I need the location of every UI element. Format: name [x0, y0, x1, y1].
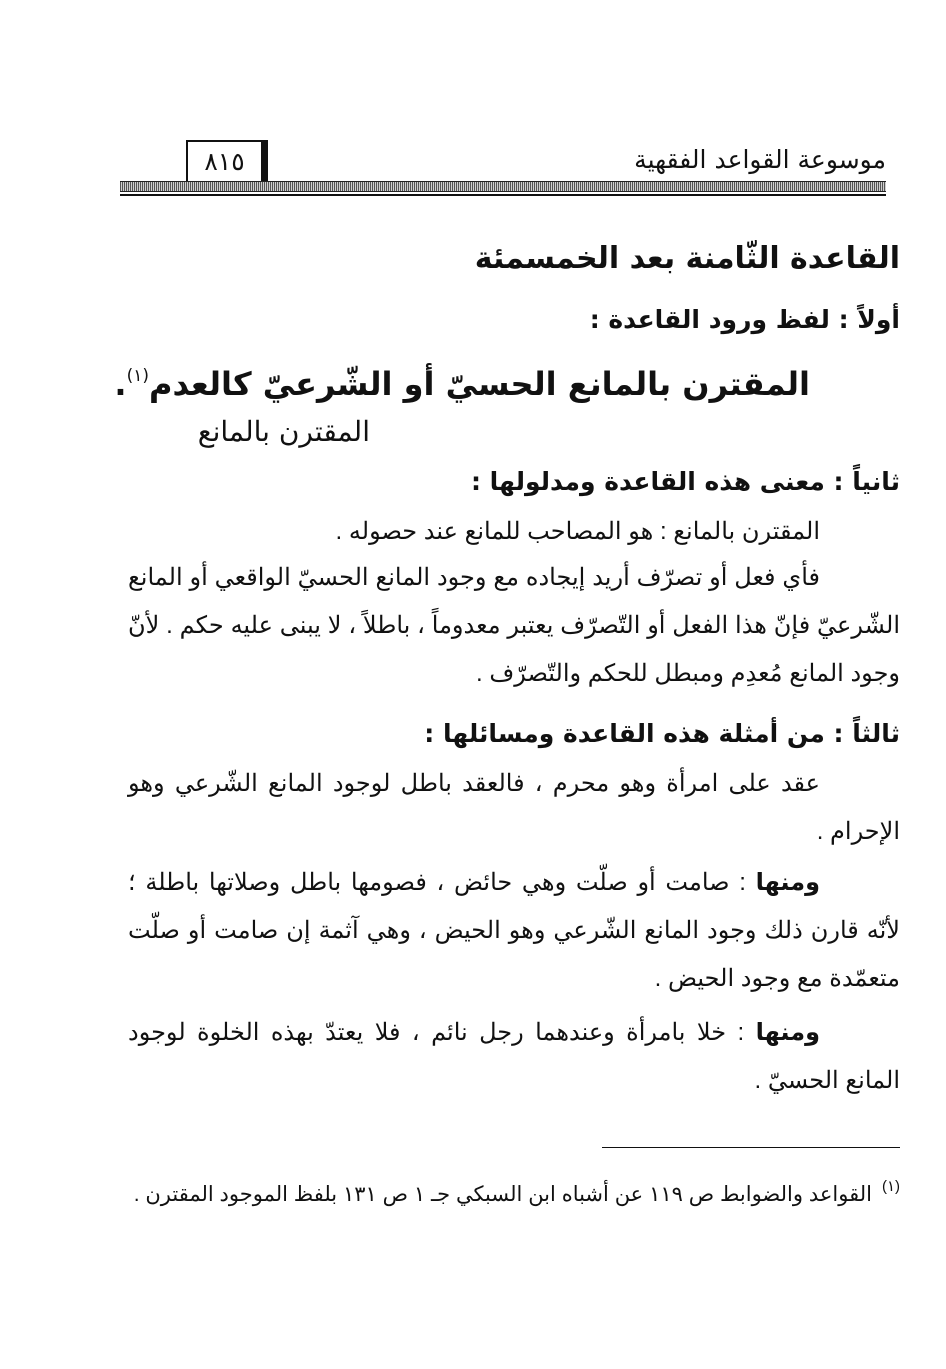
- header-rule: [120, 194, 886, 196]
- footnote: [128, 1162, 900, 1220]
- paragraph-3: [128, 760, 900, 856]
- rule-text: [114, 350, 810, 403]
- paragraph-2-text: فأي فعل أو تصرّف أريد إيجاده مع وجود المانع الحسيّ الواقعي أو المانع الشّرعيّ فإنّ هذا الفعل أو التّصرّف يعتبر معدوماً ، باطلاً ، لا يبنى عليه حكم . لأنّ وجود المانع مُعدِم ومبطل للحكم والتّصرّف .: [128, 564, 900, 687]
- running-title: موسوعة القواعد الفقهية: [634, 145, 886, 174]
- paragraph-3-text: عقد على امرأة وهو محرم ، فالعقد باطل لوجود المانع الشّرعي وهو الإحرام .: [128, 770, 900, 845]
- main-title: القاعدة الثّامنة بعد الخمسمئة: [474, 241, 900, 276]
- section2-heading: ثانياً : معنى هذه القاعدة ومدلولها :: [470, 467, 900, 496]
- rule-text-end: .: [114, 365, 127, 403]
- footnote-marker: (١): [881, 1178, 900, 1195]
- paragraph-4-text: : صامت أو صلّت وهي حائض ، فصومها باطل وصلاتها باطلة ؛ لأنّه قارن ذلك وجود المانع الشّرعي وهو الحيض ، وهي آثمة إن صامت أو صلّت متعمّدة مع وجود الحيض .: [128, 869, 900, 992]
- paragraph-1: [128, 508, 900, 556]
- paragraph-2: [128, 554, 900, 698]
- rule-text-body: المقترن بالمانع الحسيّ أو الشّرعيّ كالعدم: [148, 365, 810, 403]
- paragraph-5-lead: ومنها: [755, 1018, 820, 1046]
- header-band: [120, 181, 886, 192]
- footnote-text: القواعد والضوابط ص ١١٩ عن أشباه ابن السبكي جـ ١ ص ١٣١ بلفظ الموجود المقترن .: [133, 1183, 872, 1206]
- paragraph-1-text: المقترن بالمانع : هو المصاحب للمانع عند حصوله .: [335, 518, 820, 545]
- paragraph-5: [128, 1008, 900, 1105]
- section1-heading: أولاً : لفظ ورود القاعدة :: [589, 305, 900, 334]
- paragraph-4: [128, 858, 900, 1003]
- section3-heading: ثالثاً : من أمثلة هذه القاعدة ومسائلها :: [424, 719, 900, 748]
- paragraph-4-lead: ومنها: [755, 868, 820, 896]
- page-header: [120, 140, 886, 200]
- rule-short-text: المقترن بالمانع: [197, 415, 370, 448]
- page-number: ٨١٥: [186, 140, 268, 186]
- footnote-rule: [602, 1147, 900, 1148]
- rule-footnote-marker: (١): [126, 366, 149, 386]
- paragraph-5-text: : خلا بامرأة وعندهما رجل نائم ، فلا يعتدّ بهذه الخلوة لوجود المانع الحسيّ .: [128, 1019, 900, 1094]
